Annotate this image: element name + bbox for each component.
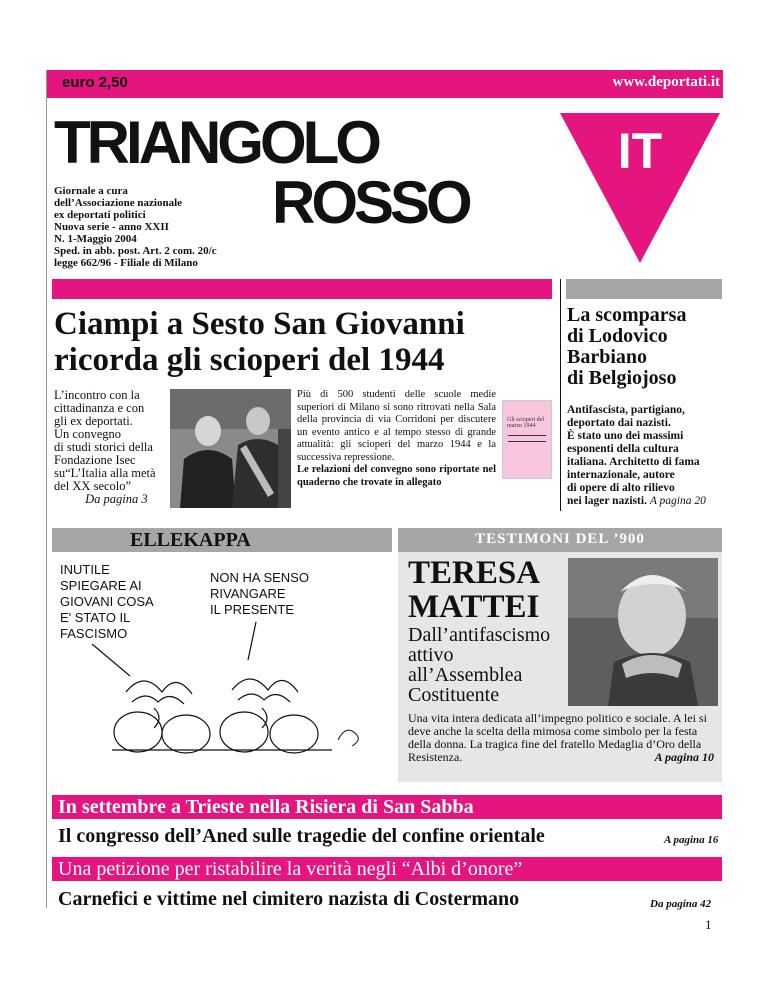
logo-text: IT <box>617 123 663 179</box>
side-body-line: italiana. Architetto di fama <box>567 456 700 468</box>
booklet-cover-image <box>502 400 552 479</box>
masthead-subtitle-line: Nuova serie - anno XXII <box>54 221 169 233</box>
testimoni-body-text <box>408 712 714 764</box>
side-body-line: Antifascista, partigiano, <box>567 404 685 416</box>
lead-left-blurb <box>54 389 156 506</box>
testimoni-sub-line: Dall’antifascismo <box>408 624 551 646</box>
ellekappa-label: ELLEKAPPA <box>130 529 251 551</box>
teresa-mattei-photo <box>568 558 718 706</box>
masthead-title-line2: ROSSO <box>272 169 469 236</box>
testimoni-page-ref[interactable]: A pagina 10 <box>654 750 714 764</box>
lead-section-bar <box>52 279 552 299</box>
price: euro 2,50 <box>62 74 128 91</box>
masthead-subtitle-line: dell’Associazione nazionale <box>54 197 183 209</box>
side-headline[interactable] <box>567 305 686 389</box>
testimoni-sub-line: attivo <box>408 644 454 666</box>
blurb-line: gli ex deportati. <box>54 414 133 428</box>
lead-headline-line2: ricorda gli scioperi del 1944 <box>54 342 445 378</box>
side-body-line: nei lager nazisti. <box>567 495 647 507</box>
side-headline-line: di Lodovico <box>567 325 668 347</box>
bubble-right-line: RIVANGARE <box>210 586 286 601</box>
testimoni-subheading <box>408 625 550 705</box>
ellekappa-cartoon <box>52 552 392 782</box>
column-divider <box>560 279 561 511</box>
lead-body-bold: Le relazioni del convegno sono riportate nel quaderno che trovate in allegato <box>297 464 496 488</box>
lead-body-text <box>297 389 496 489</box>
side-body-line: di opere di alto rilievo <box>567 482 675 494</box>
side-section-bar <box>566 279 722 299</box>
side-body-line: esponenti della cultura <box>567 443 679 455</box>
website-link[interactable]: www.deportati.it <box>612 74 720 90</box>
story4-kicker[interactable]: Una petizione per ristabilire la verità negli “Albi d’onore” <box>58 858 523 880</box>
left-margin-rule <box>46 70 47 908</box>
blurb-line: Fondazione Isec <box>54 453 136 467</box>
side-headline-line: di Belgiojoso <box>567 367 677 389</box>
bubble-left-line: GIOVANI COSA <box>60 594 154 609</box>
side-headline-line: Barbiano <box>567 346 648 368</box>
masthead-subtitle-line: Sped. in abb. post. Art. 2 com. 20/c <box>54 245 217 257</box>
lead-headline[interactable] <box>54 306 465 378</box>
blurb-line: su“L’Italia alla metà <box>54 466 156 480</box>
testimoni-sub-line: Costituente <box>408 684 500 706</box>
side-page-ref[interactable]: A pagina 20 <box>649 495 706 507</box>
side-body-line: È stato uno dei massimi <box>567 430 684 442</box>
story4-page-ref[interactable]: Da pagina 42 <box>650 898 712 910</box>
booklet-title: Gli scioperi del marzo 1944 <box>507 417 544 429</box>
testimoni-body: Una vita intera dedicata all’impegno politico e sociale. A lei si deve anche la scelta della mimosa come simbolo per la festa della donna. La tragica fine del fratello Medaglia d’Oro della Resistenza. <box>408 711 707 764</box>
testimoni-name-line1: TERESA <box>408 555 541 591</box>
side-body-text <box>567 404 727 508</box>
blurb-line: del XX secolo” <box>54 479 132 493</box>
masthead-title-line1: TRIANGOLO <box>54 109 378 176</box>
masthead-subtitle-line: legge 662/96 - Filiale di Milano <box>54 257 198 269</box>
story3-headline[interactable]: Il congresso dell’Aned sulle tragedie del confine orientale <box>58 825 545 847</box>
blurb-line: cittadinanza e con <box>54 401 145 415</box>
testimoni-sub-line: all’Assemblea <box>408 664 523 686</box>
bubble-right-line: IL PRESENTE <box>210 602 295 617</box>
lead-body-paragraph: Più di 500 studenti delle scuole medie superiori di Milano si sono ritrovati nella Sala della provincia di via Corridoni per discutere un evento antico e al tempo stesso di grande attualità: gli scioperi del marzo 1944 e la successiva repressione. <box>297 389 496 463</box>
bubble-left-line: FASCISMO <box>60 626 128 641</box>
barbed-wire-line <box>508 441 546 442</box>
bubble-left-line: E' STATO IL <box>60 610 131 625</box>
masthead-subtitle-line: Giornale a cura <box>54 185 128 197</box>
story3-kicker[interactable]: In settembre a Trieste nella Risiera di San Sabba <box>58 796 474 818</box>
lead-headline-line1: Ciampi a Sesto San Giovanni <box>54 306 465 342</box>
bubble-left-line: INUTILE <box>60 562 110 577</box>
blurb-line: di studi storici della <box>54 440 153 454</box>
testimoni-label: TESTIMONI DEL ’900 <box>475 531 645 547</box>
masthead-subtitle-line: N. 1-Maggio 2004 <box>54 233 137 245</box>
blurb-line: Un convegno <box>54 427 121 441</box>
bubble-right-line: NON HA SENSO <box>210 570 309 585</box>
masthead-subtitle-line: ex deportati politici <box>54 209 146 221</box>
side-body-line: deportato dai nazisti. <box>567 417 671 429</box>
story3-page-ref[interactable]: A pagina 16 <box>664 834 719 846</box>
page-number: 1 <box>705 917 712 932</box>
side-body-line: internazionale, autore <box>567 469 675 481</box>
side-headline-line: La scomparsa <box>567 304 687 326</box>
bubble-left-line: SPIEGARE AI <box>60 578 142 593</box>
ciampi-photo <box>170 389 291 508</box>
barbed-wire-line <box>508 435 546 436</box>
testimoni-name-line2: MATTEI <box>408 589 540 625</box>
lead-page-ref[interactable]: Da pagina 3 <box>85 492 148 506</box>
testimoni-headline[interactable] <box>408 556 540 624</box>
story4-headline[interactable]: Carnefici e vittime nel cimitero nazista di Costermano <box>58 888 520 910</box>
blurb-line: L’incontro con la <box>54 388 140 402</box>
side-body-last-line <box>567 495 727 508</box>
